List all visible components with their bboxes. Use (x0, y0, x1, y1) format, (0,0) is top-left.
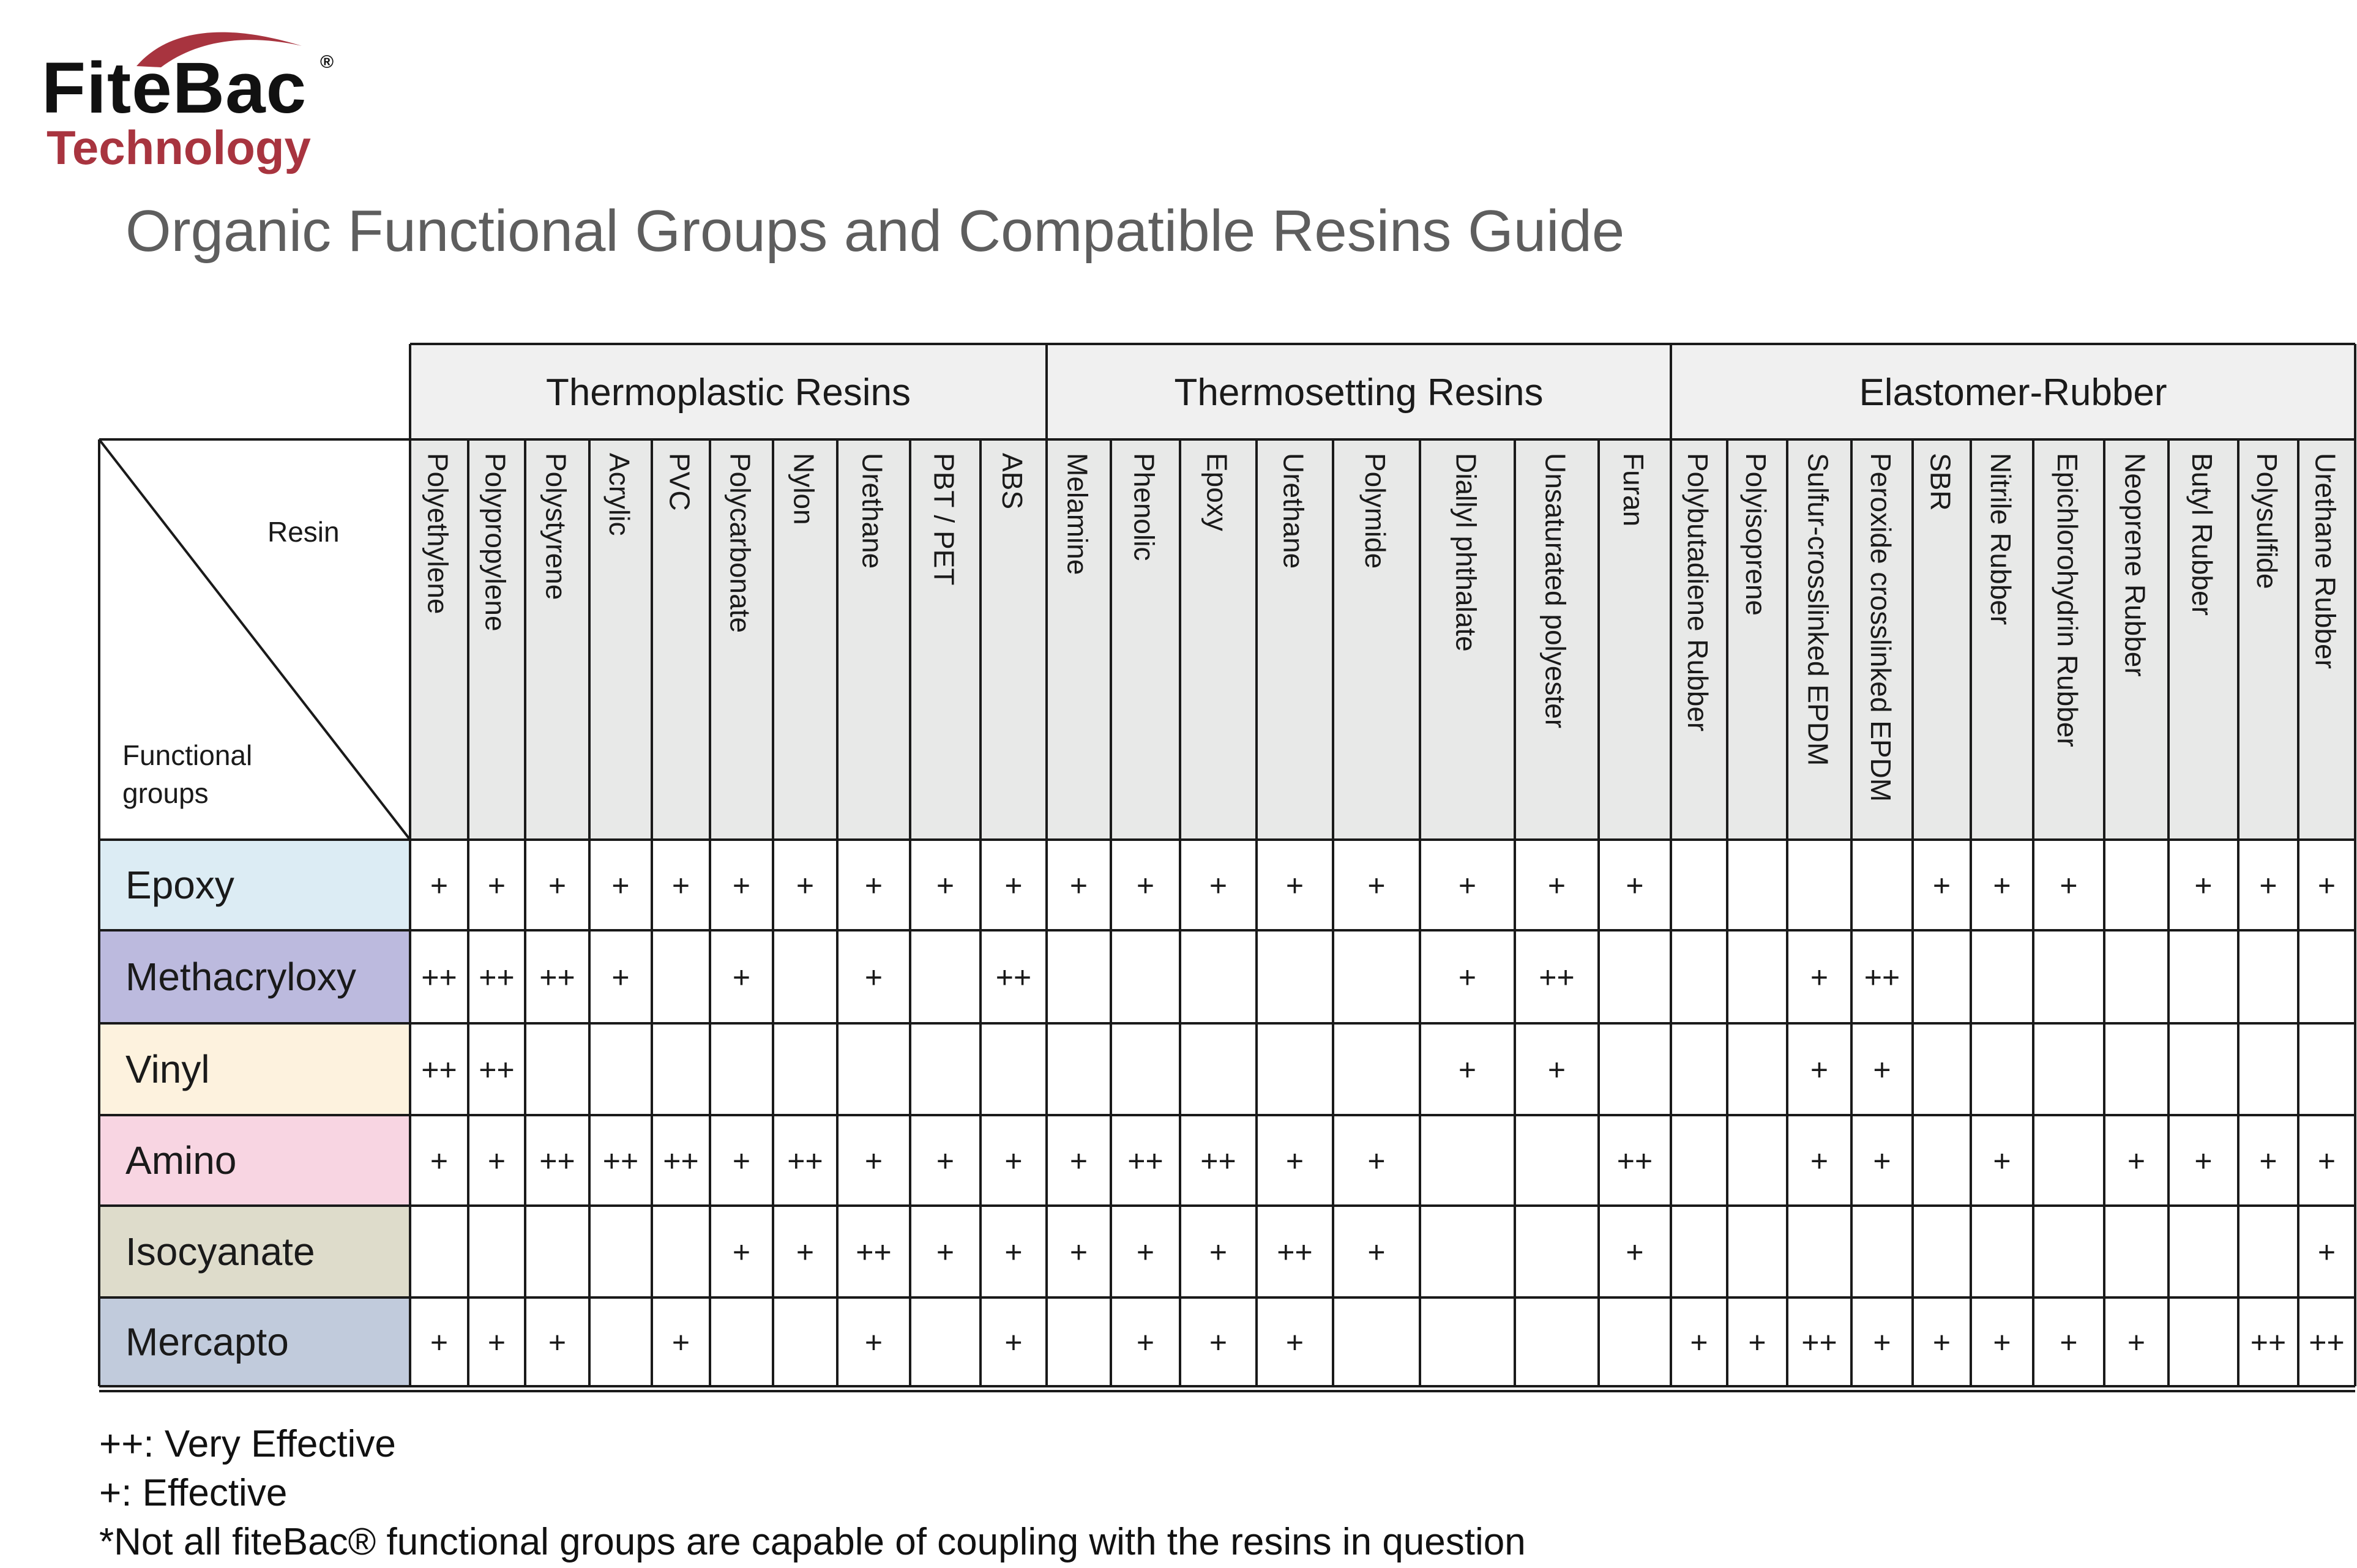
cell-mark: + (1367, 868, 1386, 903)
column-header: Epichlorohydrin Rubber (2052, 453, 2083, 747)
column-header: Phenolic (1128, 453, 1160, 561)
cell-mark: + (2259, 868, 2277, 903)
cell-mark: + (1993, 1325, 2011, 1360)
cell-mark: + (487, 868, 506, 903)
column-header: Polysulfide (2251, 453, 2283, 589)
corner-groups-label: groups (122, 777, 209, 809)
column-header: Sulfur-crosslinked EPDM (1802, 453, 1834, 766)
cell-mark: + (430, 868, 449, 903)
cell-mark: + (1458, 960, 1477, 995)
column-header: SBR (1924, 453, 1957, 511)
cell-mark: ++ (479, 1053, 515, 1087)
category-header: Thermoplastic Resins (545, 371, 911, 414)
cell-mark: + (1004, 1144, 1023, 1178)
cell-mark: + (1873, 1053, 1891, 1087)
cell-mark: + (796, 868, 815, 903)
column-header: Unsaturated polyester (1539, 453, 1572, 729)
row-label: Vinyl (125, 1047, 210, 1091)
cell-mark: ++ (787, 1144, 823, 1178)
legend-very-effective: ++: Very Effective (99, 1423, 396, 1465)
cell-mark: ++ (1277, 1235, 1313, 1269)
corner-resin-label: Resin (267, 516, 340, 548)
cell-mark: + (732, 1235, 751, 1269)
cell-mark: + (487, 1325, 506, 1360)
cell-mark: ++ (1127, 1144, 1164, 1178)
cell-mark: ++ (856, 1235, 892, 1269)
cell-mark: + (1004, 868, 1023, 903)
cell-mark: + (430, 1144, 449, 1178)
row-label: Amino (125, 1138, 237, 1182)
cell-mark: + (1004, 1325, 1023, 1360)
column-header: Urethane (1277, 453, 1310, 569)
cell-mark: + (1285, 868, 1304, 903)
cell-mark: + (548, 1325, 567, 1360)
cell-mark: + (2194, 1144, 2213, 1178)
column-header: Polymide (1359, 453, 1391, 569)
cell-mark: ++ (2309, 1325, 2345, 1360)
column-header: Nylon (788, 453, 820, 525)
cell-mark: ++ (539, 1144, 575, 1178)
column-header: Polyethylene (422, 453, 454, 614)
column-header: Polycarbonate (724, 453, 756, 633)
cell-mark: + (2127, 1144, 2146, 1178)
column-header: Polystyrene (540, 453, 572, 600)
cell-mark: ++ (1616, 1144, 1653, 1178)
column-header: Urethane Rubber (2309, 453, 2342, 669)
cell-mark: + (1626, 1235, 1644, 1269)
cell-mark: + (1209, 868, 1228, 903)
row-label: Isocyanate (125, 1230, 315, 1274)
page-title: Organic Functional Groups and Compatible Resins Guide (125, 198, 1625, 264)
column-header: Urethane (856, 453, 889, 569)
cell-mark: + (611, 960, 630, 995)
row-label: Mercapto (125, 1320, 289, 1364)
brand-registered-mark: ® (320, 52, 334, 72)
cell-mark: ++ (1200, 1144, 1236, 1178)
cell-mark: + (1932, 868, 1951, 903)
cell-mark: + (936, 868, 955, 903)
cell-mark: + (1873, 1144, 1891, 1178)
cell-mark: + (671, 868, 690, 903)
cell-mark: ++ (1864, 960, 1900, 995)
cell-mark: + (732, 960, 751, 995)
cell-mark: ++ (539, 960, 575, 995)
column-header: Epoxy (1201, 453, 1233, 531)
cell-mark: + (1932, 1325, 1951, 1360)
legend-effective: +: Effective (99, 1472, 288, 1514)
cell-mark: + (1810, 1144, 1829, 1178)
cell-mark: + (1690, 1325, 1708, 1360)
cell-mark: ++ (602, 1144, 639, 1178)
cell-mark: + (1069, 1144, 1088, 1178)
cell-mark: + (1547, 868, 1566, 903)
column-header: Acrylic (603, 453, 635, 536)
cell-mark: + (1069, 868, 1088, 903)
category-header: Thermosetting Resins (1174, 371, 1544, 414)
cell-mark: + (1136, 1235, 1155, 1269)
cell-mark: ++ (479, 960, 515, 995)
cell-mark: + (2317, 1144, 2336, 1178)
corner-groups-label: Functional (122, 739, 253, 771)
cell-mark: + (1748, 1325, 1766, 1360)
brand-name: FiteBac (42, 48, 307, 129)
cell-mark: + (2317, 868, 2336, 903)
column-header: Nitrile Rubber (1985, 453, 2017, 625)
cell-mark: + (611, 868, 630, 903)
cell-mark: ++ (995, 960, 1032, 995)
cell-mark: + (1810, 1053, 1829, 1087)
cell-mark: + (2127, 1325, 2146, 1360)
cell-mark: + (1285, 1144, 1304, 1178)
cell-mark: + (1367, 1144, 1386, 1178)
cell-mark: + (1873, 1325, 1891, 1360)
cell-mark: + (864, 1325, 883, 1360)
cell-mark: + (1209, 1235, 1228, 1269)
row-label: Methacryloxy (125, 955, 356, 999)
cell-mark: + (1458, 1053, 1477, 1087)
cell-mark: + (671, 1325, 690, 1360)
cell-mark: + (1004, 1235, 1023, 1269)
cell-mark: + (1136, 1325, 1155, 1360)
cell-mark: ++ (421, 960, 457, 995)
column-header: Neoprene Rubber (2119, 453, 2151, 677)
legend-note: *Not all fiteBac® functional groups are capable of coupling with the resins in question (99, 1521, 1526, 1563)
cell-mark: + (2060, 1325, 2078, 1360)
cell-mark: + (1458, 868, 1477, 903)
cell-mark: + (1993, 1144, 2011, 1178)
cell-mark: + (430, 1325, 449, 1360)
cell-mark: ++ (421, 1053, 457, 1087)
cell-mark: + (936, 1144, 955, 1178)
row-label: Epoxy (125, 863, 234, 907)
column-header: Peroxide crosslinked EPDM (1865, 453, 1897, 802)
category-header: Elastomer-Rubber (1859, 371, 2167, 414)
cell-mark: + (548, 868, 567, 903)
cell-mark: + (2317, 1235, 2336, 1269)
cell-mark: + (796, 1235, 815, 1269)
column-header: PBT / PET (928, 453, 960, 586)
cell-mark: + (1209, 1325, 1228, 1360)
column-header: Butyl Rubber (2186, 453, 2218, 616)
cell-mark: + (1136, 868, 1155, 903)
cell-mark: + (864, 868, 883, 903)
column-header: Polyisoprene (1740, 453, 1772, 616)
cell-mark: ++ (663, 1144, 699, 1178)
cell-mark: + (1547, 1053, 1566, 1087)
cell-mark: + (936, 1235, 955, 1269)
cell-mark: ++ (1801, 1325, 1837, 1360)
cell-mark: + (1626, 868, 1644, 903)
cell-mark: + (864, 1144, 883, 1178)
column-header: Diallyl phthalate (1450, 453, 1482, 652)
column-header: Polypropylene (479, 453, 512, 632)
cell-mark: ++ (1539, 960, 1575, 995)
brand-subtitle: Technology (47, 121, 311, 174)
cell-mark: + (1993, 868, 2011, 903)
cell-mark: + (487, 1144, 506, 1178)
cell-mark: + (1285, 1325, 1304, 1360)
column-header: Furan (1618, 453, 1649, 527)
cell-mark: + (864, 960, 883, 995)
cell-mark: + (1810, 960, 1829, 995)
column-header: ABS (996, 453, 1028, 510)
column-header: Melamine (1061, 453, 1094, 575)
cell-mark: ++ (2250, 1325, 2287, 1360)
cell-mark: + (1367, 1235, 1386, 1269)
cell-mark: + (2259, 1144, 2277, 1178)
column-header: PVC (663, 453, 696, 511)
cell-mark: + (732, 1144, 751, 1178)
cell-mark: + (1069, 1235, 1088, 1269)
cell-mark: + (2194, 868, 2213, 903)
legend (99, 1420, 1526, 1567)
cell-mark: + (2060, 868, 2078, 903)
cell-mark: + (732, 868, 751, 903)
column-header: Polybutadiene Rubber (1682, 453, 1714, 732)
